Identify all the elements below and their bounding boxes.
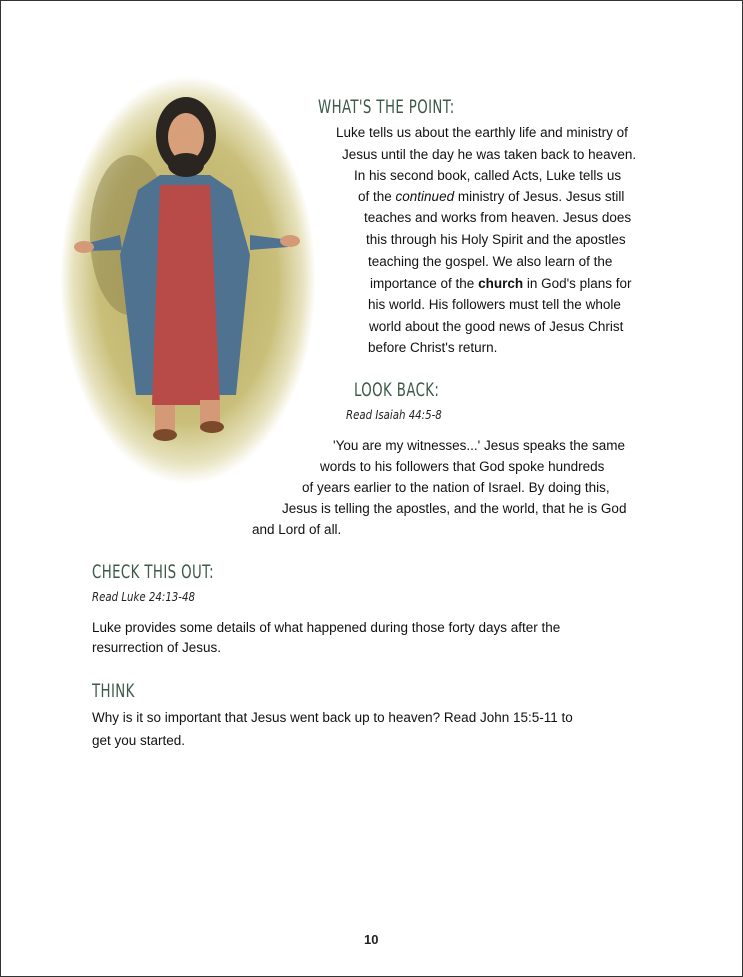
body-line: this through his Holy Spirit and the apostles xyxy=(366,232,626,247)
body-line: teaching the gospel. We also learn of the xyxy=(368,254,613,269)
body-line: Luke provides some details of what happened during those forty days after the xyxy=(92,620,561,635)
body-line: Why is it so important that Jesus went back up to heaven? Read John 15:5-11 to xyxy=(92,710,573,725)
body-line: Jesus until the day he was taken back to heaven. xyxy=(342,147,637,162)
body-line: Jesus is telling the apostles, and the world, that he is God xyxy=(282,501,627,516)
body-line: of years earlier to the nation of Israel. By doing this, xyxy=(302,480,610,495)
body-line: get you started. xyxy=(92,733,186,748)
body-line: teaches and works from heaven. Jesus does xyxy=(364,210,632,225)
body-line: his world. His followers must tell the whole xyxy=(368,297,621,312)
body-line xyxy=(370,276,631,292)
check-this-out-reference: Read Luke 24:13-48 xyxy=(92,590,195,604)
text: importance of the xyxy=(370,276,479,291)
emphasis-church: church xyxy=(478,276,524,291)
text: in God's plans for xyxy=(523,276,632,291)
check-this-out-heading: CHECK THIS OUT: xyxy=(92,561,214,583)
page-number: 10 xyxy=(364,932,379,947)
body-line xyxy=(358,189,624,205)
body-line: words to his followers that God spoke hundreds xyxy=(320,459,605,474)
look-back-heading: LOOK BACK: xyxy=(354,379,440,401)
body-line: Luke tells us about the earthly life and ministry of xyxy=(336,125,628,140)
text: of the xyxy=(358,189,396,204)
text: ministry of Jesus. Jesus still xyxy=(454,189,625,204)
think-heading: THINK xyxy=(92,680,135,702)
emphasis-continued: continued xyxy=(395,189,455,204)
look-back-reference: Read Isaiah 44:5-8 xyxy=(346,408,442,422)
body-line: and Lord of all. xyxy=(252,522,342,537)
whats-the-point-heading: WHAT'S THE POINT: xyxy=(318,96,455,118)
body-line: resurrection of Jesus. xyxy=(92,640,222,655)
jesus-illustration xyxy=(60,75,320,485)
body-line: before Christ's return. xyxy=(368,340,498,355)
body-line: 'You are my witnesses...' Jesus speaks the same xyxy=(333,438,626,453)
body-line: In his second book, called Acts, Luke tells us xyxy=(354,168,622,183)
body-line: world about the good news of Jesus Christ xyxy=(369,319,624,334)
